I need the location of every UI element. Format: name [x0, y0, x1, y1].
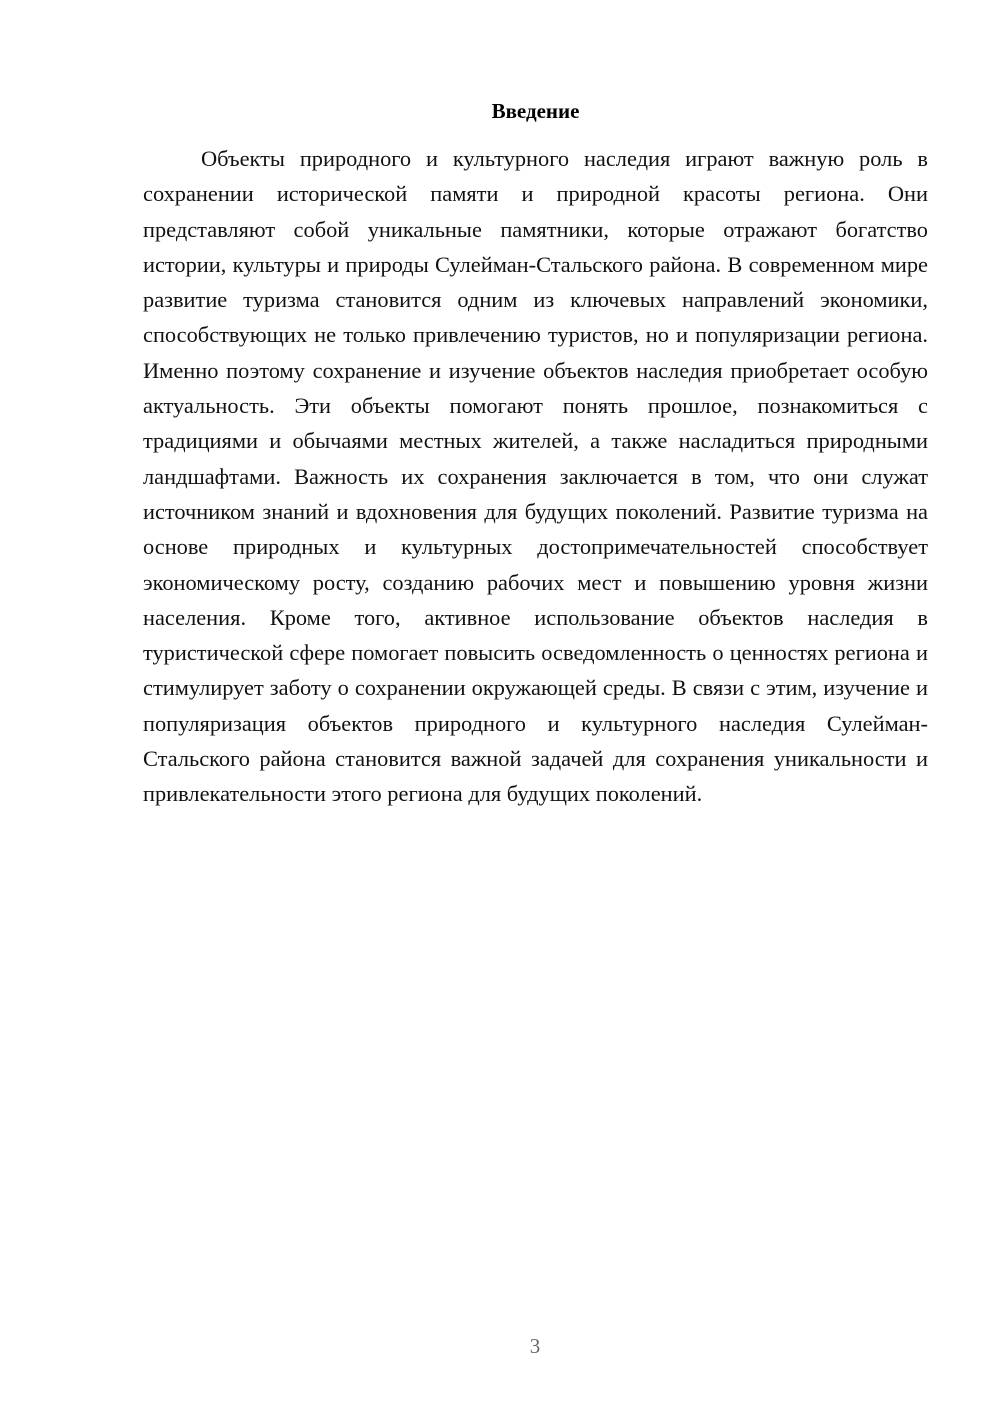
introduction-paragraph: Объекты природного и культурного наследия играют важную роль в сохранении исторической памяти и природной красоты региона. Они представляют собой уникальные памятники, которые отражают богатство истории, культуры и природы Сулейман-Стальского района. В современном мире развитие туризма становится одним из ключевых направлений экономики, способствующих не только привлечению туристов, но и популяризации региона. Именно поэтому сохранение и изучение объектов наследия приобретает особую актуальность. Эти объекты помогают понять прошлое, познакомиться с традициями и обычаями местных жителей, а также насладиться природными ландшафтами. Важность их сохранения заключается в том, что они служат источником знаний и вдохновения для будущих поколений. Развитие туризма на основе природных и культурных достопримечательностей способствует экономическому росту, созданию рабочих мест и повышению уровня жизни населения. Кроме того, активное использование объектов наследия в туристической сфере помогает повысить осведомленность о ценностях региона и стимулирует заботу о сохранении окружающей среды. В связи с этим, изучение и популяризация объектов природного и культурного наследия Сулейман-Стальского района становится важной задачей для сохранения уникальности и привлекательности этого региона для будущих поколений. — [143, 146, 928, 807]
section-heading: Введение — [491, 99, 580, 123]
page-number: 3 — [529, 1334, 541, 1358]
